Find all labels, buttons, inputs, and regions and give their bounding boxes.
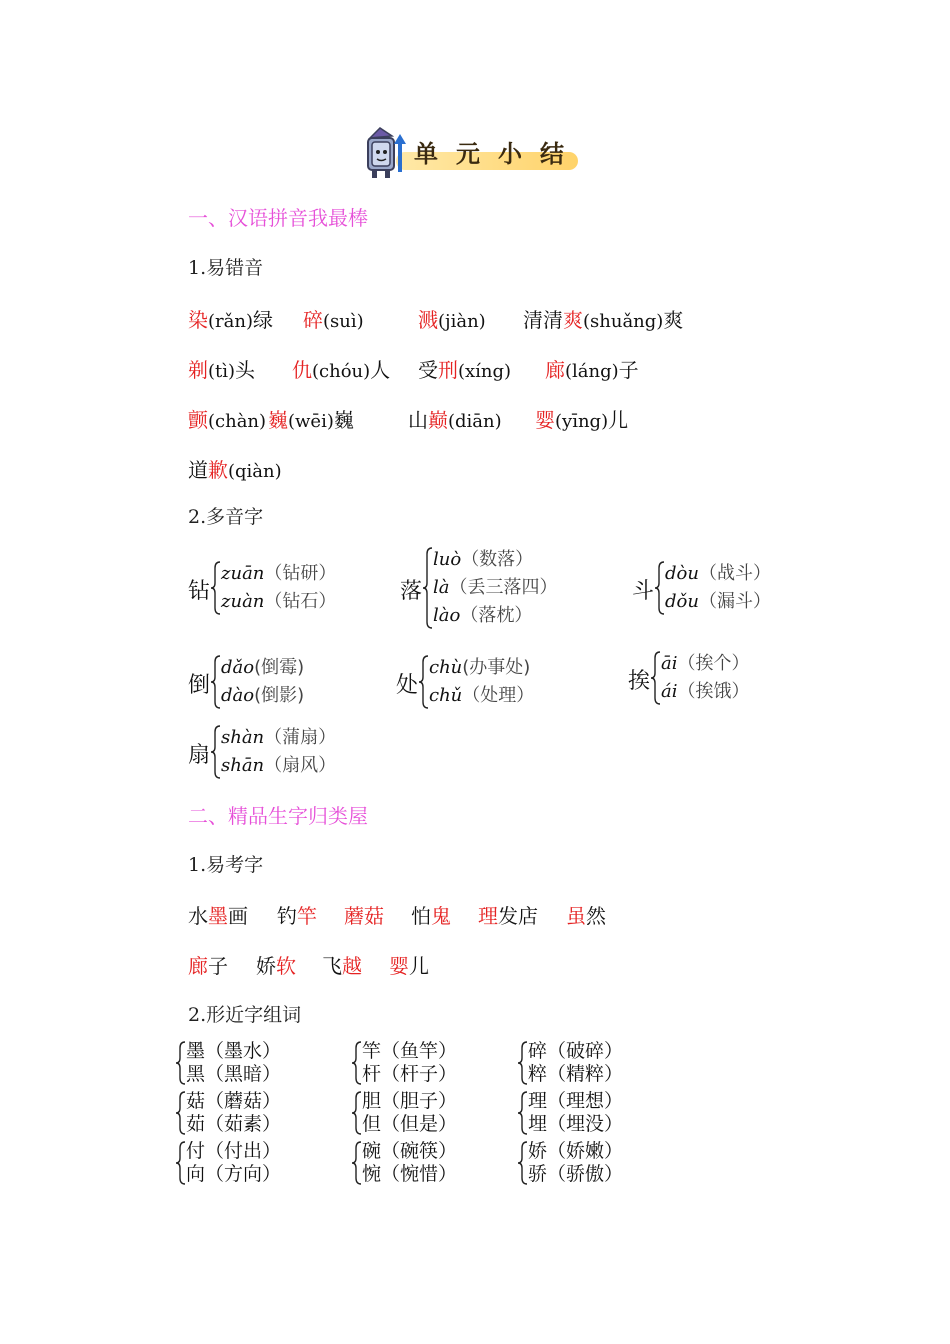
error-word <box>303 304 364 333</box>
word-suffix: 爽 <box>663 308 684 332</box>
pinyin: (rǎn) <box>208 311 253 332</box>
pinyin: dǒu <box>665 591 699 612</box>
highlight-char: 蘑菇 <box>344 904 384 928</box>
pinyin: zuàn <box>221 591 265 612</box>
similar-word: 粹（精粹） <box>528 1063 624 1085</box>
example-word: （钻石） <box>264 591 337 612</box>
error-word <box>523 304 683 333</box>
word-prefix: 山 <box>408 408 428 432</box>
similar-pair <box>352 1090 512 1136</box>
brace-icon <box>352 1040 362 1086</box>
example-word: （钻研） <box>264 563 337 584</box>
pinyin: lào <box>433 605 461 626</box>
example-word: （战斗） <box>698 563 771 584</box>
error-word <box>268 404 354 433</box>
polyphonic-readings <box>661 650 750 706</box>
example-word: (倒影) <box>254 685 305 706</box>
pinyin: chù <box>429 657 463 678</box>
example-word: （挨饿） <box>677 681 750 702</box>
word-suffix: 巍 <box>333 408 354 432</box>
example-word: （蒲扇） <box>264 727 337 748</box>
subheading-similar: 2.形近字组词 <box>188 1004 302 1026</box>
example-word: (倒霉) <box>254 657 305 678</box>
similar-word: 向（方向） <box>186 1163 282 1185</box>
reading-row <box>221 752 336 780</box>
brace-icon <box>655 560 665 616</box>
similar-word: 茹（茹素） <box>186 1113 282 1135</box>
easy-word <box>188 900 248 929</box>
word-prefix: 飞 <box>322 954 342 978</box>
highlight-char: 巍 <box>268 408 288 432</box>
similar-word: 埋（埋没） <box>528 1113 624 1135</box>
similar-word: 胆（胆子） <box>362 1090 458 1112</box>
reading-row <box>433 546 558 574</box>
easy-word <box>566 900 606 929</box>
reading-row <box>661 650 750 678</box>
brace-icon <box>423 546 433 630</box>
similar-word: 碗（碗筷） <box>362 1140 458 1162</box>
highlight-char: 巅 <box>428 408 448 432</box>
brace-icon <box>211 560 221 616</box>
brace-icon <box>211 654 221 710</box>
brace-icon <box>176 1090 186 1136</box>
highlight-char: 颤 <box>188 408 208 432</box>
polyphonic-char: 扇 <box>188 743 211 768</box>
pinyin: (shuǎng) <box>583 311 664 332</box>
pinyin: chǔ <box>429 685 463 706</box>
word-suffix: 子 <box>208 954 228 978</box>
pinyin: là <box>433 577 450 598</box>
polyphonic-group <box>396 654 636 710</box>
polyphonic-char: 挨 <box>628 669 651 694</box>
pinyin: (chàn) <box>208 411 267 432</box>
brace-icon <box>518 1090 528 1136</box>
reading-row <box>221 682 304 710</box>
polyphonic-readings <box>665 560 771 616</box>
polyphonic-group <box>628 650 868 706</box>
polyphonic-char: 处 <box>396 673 419 698</box>
similar-pair <box>352 1040 512 1086</box>
easy-word <box>478 900 538 929</box>
unit-summary-banner <box>356 126 586 180</box>
word-suffix: 儿 <box>608 408 629 432</box>
example-word: （扇风） <box>264 755 337 776</box>
error-word <box>188 454 282 483</box>
pinyin: (yīng) <box>555 411 609 432</box>
highlight-char: 越 <box>342 954 362 978</box>
polyphonic-group <box>632 560 872 616</box>
similar-word: 墨（墨水） <box>186 1040 282 1062</box>
word-prefix: 水 <box>188 904 208 928</box>
pinyin: (diān) <box>448 411 502 432</box>
subheading-polyphonic: 2.多音字 <box>188 506 264 528</box>
polyphonic-group <box>188 724 428 780</box>
highlight-char: 廊 <box>188 954 208 978</box>
easy-word <box>344 900 384 929</box>
similar-word: 竿（鱼竿） <box>362 1040 458 1062</box>
brace-icon <box>518 1140 528 1186</box>
highlight-char: 仇 <box>292 358 312 382</box>
brace-icon <box>651 650 661 706</box>
pinyin: (wēi) <box>288 411 334 432</box>
highlight-char: 碎 <box>303 308 323 332</box>
pinyin: dào <box>221 685 255 706</box>
error-word <box>292 354 390 383</box>
section-heading-pinyin: 一、汉语拼音我最棒 <box>188 206 368 230</box>
highlight-char: 婴 <box>389 954 409 978</box>
pinyin: (qiàn) <box>228 461 282 482</box>
word-prefix: 道 <box>188 458 208 482</box>
highlight-char: 软 <box>276 954 296 978</box>
reading-row <box>665 560 771 588</box>
reading-row <box>661 678 750 706</box>
highlight-char: 理 <box>478 904 498 928</box>
error-word <box>188 304 273 333</box>
reading-row <box>221 560 336 588</box>
similar-word: 娇（娇嫩） <box>528 1140 624 1162</box>
polyphonic-readings <box>429 654 534 710</box>
pinyin: ái <box>661 681 678 702</box>
brace-icon <box>352 1140 362 1186</box>
error-word <box>408 404 502 433</box>
word-suffix: 头 <box>235 358 256 382</box>
highlight-char: 溅 <box>418 308 438 332</box>
reading-row <box>221 654 304 682</box>
similar-word: 惋（惋惜） <box>362 1163 458 1185</box>
example-word: （挨个） <box>677 653 750 674</box>
word-prefix: 钓 <box>277 904 297 928</box>
word-suffix: 然 <box>586 904 606 928</box>
book-mascot-icon <box>356 126 412 180</box>
highlight-char: 竿 <box>297 904 317 928</box>
word-suffix: 子 <box>618 358 639 382</box>
polyphonic-readings <box>433 546 558 630</box>
pinyin: (tì) <box>208 361 236 382</box>
error-word <box>535 404 628 433</box>
error-word <box>545 354 639 383</box>
word-prefix: 受 <box>418 358 438 382</box>
section-heading-characters: 二、精品生字归类屋 <box>188 804 368 828</box>
brace-icon <box>352 1090 362 1136</box>
polyphonic-group <box>188 654 428 710</box>
similar-word: 菇（蘑菇） <box>186 1090 282 1112</box>
word-suffix: 人 <box>370 358 391 382</box>
polyphonic-readings <box>221 560 336 616</box>
word-suffix: 绿 <box>252 308 273 332</box>
polyphonic-readings <box>221 724 336 780</box>
pinyin: shàn <box>221 727 265 748</box>
pinyin: (xíng) <box>458 361 512 382</box>
example-word: （处理） <box>462 685 535 706</box>
polyphonic-group <box>400 546 640 630</box>
word-prefix: 怕 <box>411 904 431 928</box>
similar-pair <box>176 1040 336 1086</box>
easy-word <box>411 900 451 929</box>
polyphonic-char: 斗 <box>632 579 655 604</box>
word-prefix: 娇 <box>256 954 276 978</box>
similar-word: 理（理想） <box>528 1090 624 1112</box>
highlight-char: 鬼 <box>431 904 451 928</box>
similar-pair <box>352 1140 512 1186</box>
reading-row <box>429 654 534 682</box>
easy-word <box>256 950 296 979</box>
example-word: （落枕） <box>460 605 533 626</box>
word-suffix: 画 <box>228 904 248 928</box>
polyphonic-char: 钻 <box>188 579 211 604</box>
reading-row <box>221 724 336 752</box>
brace-icon <box>518 1040 528 1086</box>
similar-word: 骄（骄傲） <box>528 1163 624 1185</box>
error-word <box>418 304 486 333</box>
example-word: （丢三落四） <box>449 577 558 598</box>
subheading-easy-test: 1.易考字 <box>188 854 264 876</box>
easy-word <box>322 950 362 979</box>
polyphonic-group <box>188 560 428 616</box>
easy-word <box>277 900 317 929</box>
easy-word <box>188 950 228 979</box>
similar-word: 杆（杆子） <box>362 1063 458 1085</box>
error-word <box>188 354 255 383</box>
similar-pair <box>176 1090 336 1136</box>
highlight-char: 歉 <box>208 458 228 482</box>
highlight-char: 虽 <box>566 904 586 928</box>
similar-word: 碎（破碎） <box>528 1040 624 1062</box>
polyphonic-char: 落 <box>400 579 423 604</box>
easy-word <box>389 950 429 979</box>
highlight-char: 婴 <box>535 408 555 432</box>
pinyin: luò <box>433 549 462 570</box>
word-suffix: 发店 <box>498 904 538 928</box>
highlight-char: 刑 <box>438 358 458 382</box>
similar-word: 但（但是） <box>362 1113 458 1135</box>
reading-row <box>221 588 336 616</box>
word-suffix: 儿 <box>409 954 429 978</box>
pinyin: (láng) <box>565 361 619 382</box>
page-title: 单元小结 <box>414 140 582 168</box>
pinyin: (jiàn) <box>438 311 486 332</box>
error-word <box>418 354 511 383</box>
highlight-char: 爽 <box>563 308 583 332</box>
error-word <box>188 404 266 433</box>
similar-pair <box>518 1090 678 1136</box>
reading-row <box>433 602 558 630</box>
polyphonic-readings <box>221 654 304 710</box>
subheading-error-prone: 1.易错音 <box>188 257 264 279</box>
brace-icon <box>176 1140 186 1186</box>
reading-row <box>665 588 771 616</box>
brace-icon <box>211 724 221 780</box>
brace-icon <box>176 1040 186 1086</box>
pinyin: dòu <box>665 563 699 584</box>
example-word: （漏斗） <box>698 591 771 612</box>
highlight-char: 墨 <box>208 904 228 928</box>
similar-pair <box>518 1140 678 1186</box>
similar-pair <box>518 1040 678 1086</box>
brace-icon <box>419 654 429 710</box>
reading-row <box>429 682 534 710</box>
word-prefix: 清清 <box>523 308 563 332</box>
pinyin: (suì) <box>323 311 364 332</box>
pinyin: shān <box>221 755 265 776</box>
polyphonic-char: 倒 <box>188 673 211 698</box>
highlight-char: 染 <box>188 308 208 332</box>
highlight-char: 剃 <box>188 358 208 382</box>
example-word: （数落） <box>461 549 534 570</box>
similar-word: 黑（黑暗） <box>186 1063 282 1085</box>
reading-row <box>433 574 558 602</box>
pinyin: āi <box>661 653 678 674</box>
pinyin: zuān <box>221 563 265 584</box>
pinyin: dǎo <box>221 657 255 678</box>
pinyin: (chóu) <box>312 361 371 382</box>
highlight-char: 廊 <box>545 358 565 382</box>
example-word: (办事处) <box>462 657 531 678</box>
similar-pair <box>176 1140 336 1186</box>
similar-word: 付（付出） <box>186 1140 282 1162</box>
